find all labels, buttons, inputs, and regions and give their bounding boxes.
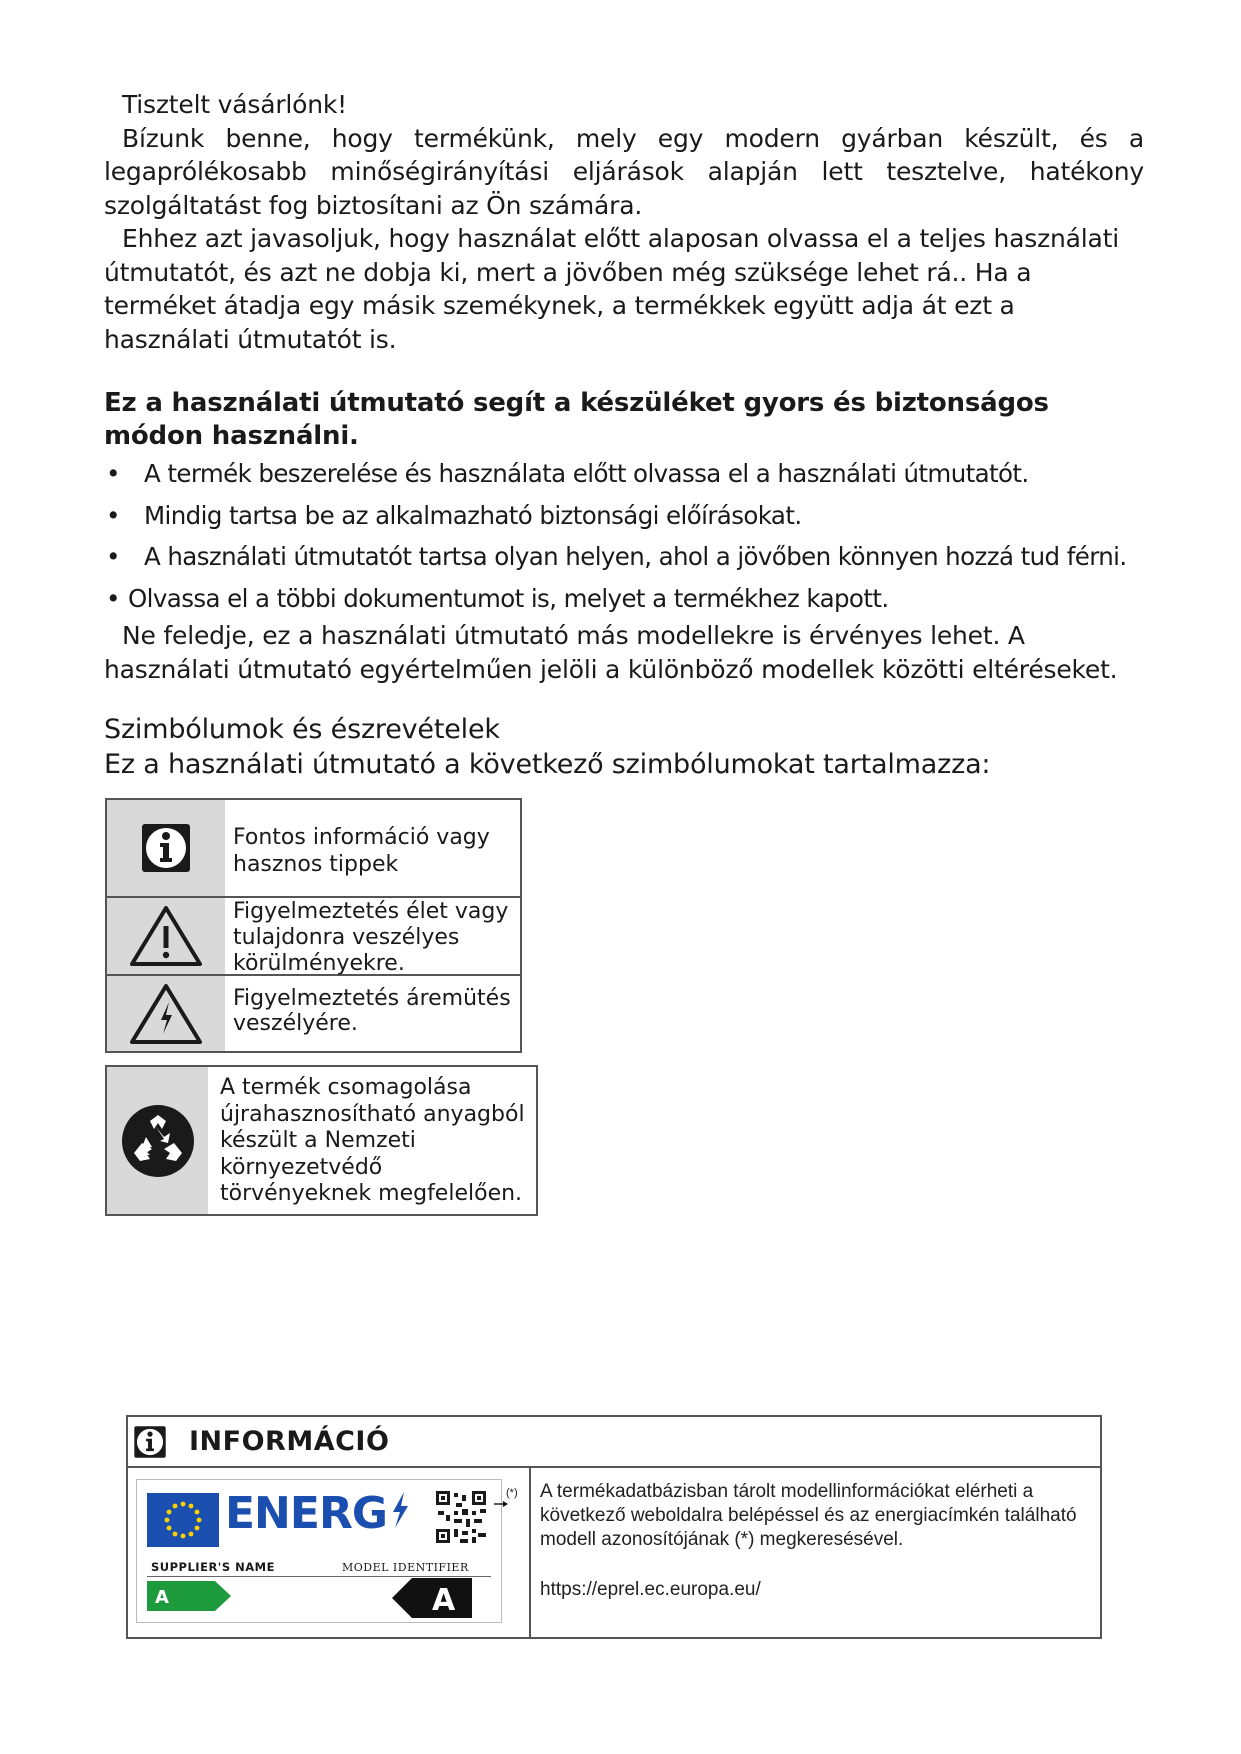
list-item (104, 453, 1144, 495)
qr-code-icon (434, 1489, 488, 1549)
info-icon (133, 1425, 167, 1463)
energy-label (136, 1479, 502, 1623)
eu-flag-icon (147, 1493, 219, 1547)
information-text: A termékadatbázisban tárolt modellinformációkat elérheti a következő weboldalra belépéssel és az energiacímkén található modell azonosítójának (*) megkeresésével. (540, 1481, 1077, 1550)
symbol-text: Fontos információ vagy hasznos tippek (233, 825, 490, 877)
energy-class-product-arrow (392, 1578, 472, 1622)
symbol-row-warning (107, 898, 520, 976)
bullet-glyph: • (106, 459, 120, 488)
list-item (104, 536, 1144, 578)
bullet-text: A termék beszerelése és használata előtt olvassa el a használati útmutatót. (144, 459, 1029, 488)
recycle-icon (107, 1067, 208, 1214)
symbol-row-electric (107, 976, 520, 1051)
models-note: Ne feledje, ez a használati útmutató más modellekre is érvényes lehet. A használati útmutató egyértelműen jelöli a különböző modellek közötti eltéréseket. (104, 621, 1118, 684)
electric-shock-icon (107, 976, 225, 1051)
symbols-title: Szimbólumok és észrevételek (104, 714, 500, 745)
symbol-text: Figyelmeztetés élet vagy tulajdonra veszélyes körülményekre. (233, 899, 509, 976)
energy-wordmark: ENERG (225, 1488, 411, 1539)
label-divider (147, 1576, 491, 1577)
intro-paragraph-1: Bízunk benne, hogy termékünk, mely egy modern gyárban készült, és a legaprólékosabb minőségirányítási eljárások alapján lett tesztelve, hatékony szolgáltatást fog biztosítani az Ön számára. (104, 123, 1144, 220)
info-icon (107, 800, 225, 896)
list-item (104, 495, 1144, 537)
list-item (104, 578, 1144, 620)
information-header (128, 1417, 1100, 1468)
identifier-pointer-mark: (*) (506, 1487, 518, 1499)
bullet-text: A használati útmutatót tartsa olyan helyen, ahol a jövőben könnyen hozzá tud férni. (144, 542, 1127, 571)
symbols-subtitle: Ez a használati útmutató a következő szimbólumokat tartalmazza: (104, 749, 991, 780)
information-title: INFORMÁCIÓ (189, 1426, 390, 1457)
recycle-box (105, 1065, 538, 1216)
symbol-text: Figyelmeztetés áremütés veszélyére. (233, 986, 511, 1036)
symbol-row-info (107, 800, 520, 898)
bullet-text: Olvassa el a többi dokumentumot is, melyet a termékhez kapott. (128, 583, 889, 613)
energy-class-scale-arrow (147, 1581, 231, 1615)
guide-bullet-list (104, 453, 1144, 619)
bullet-glyph: • (106, 542, 120, 571)
energy-class-scale-letter: A (155, 1587, 169, 1608)
recycle-text: A termék csomagolása újrahasznosítható anyagból készült a Nemzeti környezetvédő törvényeknek megfelelően. (220, 1075, 525, 1206)
guide-heading: Ez a használati útmutató segít a készüléket gyors és biztonságos módon használni. (104, 388, 1049, 451)
greeting: Tisztelt vásárlónk! (122, 90, 347, 119)
information-divider (529, 1468, 531, 1637)
bullet-text: Mindig tartsa be az alkalmazható biztonsági előírásokat. (144, 500, 802, 530)
supplier-name: SUPPLIER'S NAME (151, 1560, 275, 1574)
symbols-table (105, 798, 522, 1053)
eprel-link[interactable]: https://eprel.ec.europa.eu/ (540, 1579, 761, 1600)
bullet-glyph: • (106, 500, 120, 530)
warning-icon (107, 898, 225, 974)
information-box (126, 1415, 1102, 1639)
model-identifier: MODEL IDENTIFIER (342, 1561, 469, 1574)
energy-class-product-letter: A (432, 1583, 456, 1618)
bullet-glyph: • (106, 583, 120, 613)
intro-paragraph-2: Ehhez azt javasoljuk, hogy használat előtt alaposan olvassa el a teljes használati útmutatót, és azt ne dobja ki, mert a jövőben még szüksége lehet rá.. Ha a terméket átadja egy másik szemékynek, a termékkek együtt adja át ezt a használati útmutatót is. (104, 224, 1119, 354)
